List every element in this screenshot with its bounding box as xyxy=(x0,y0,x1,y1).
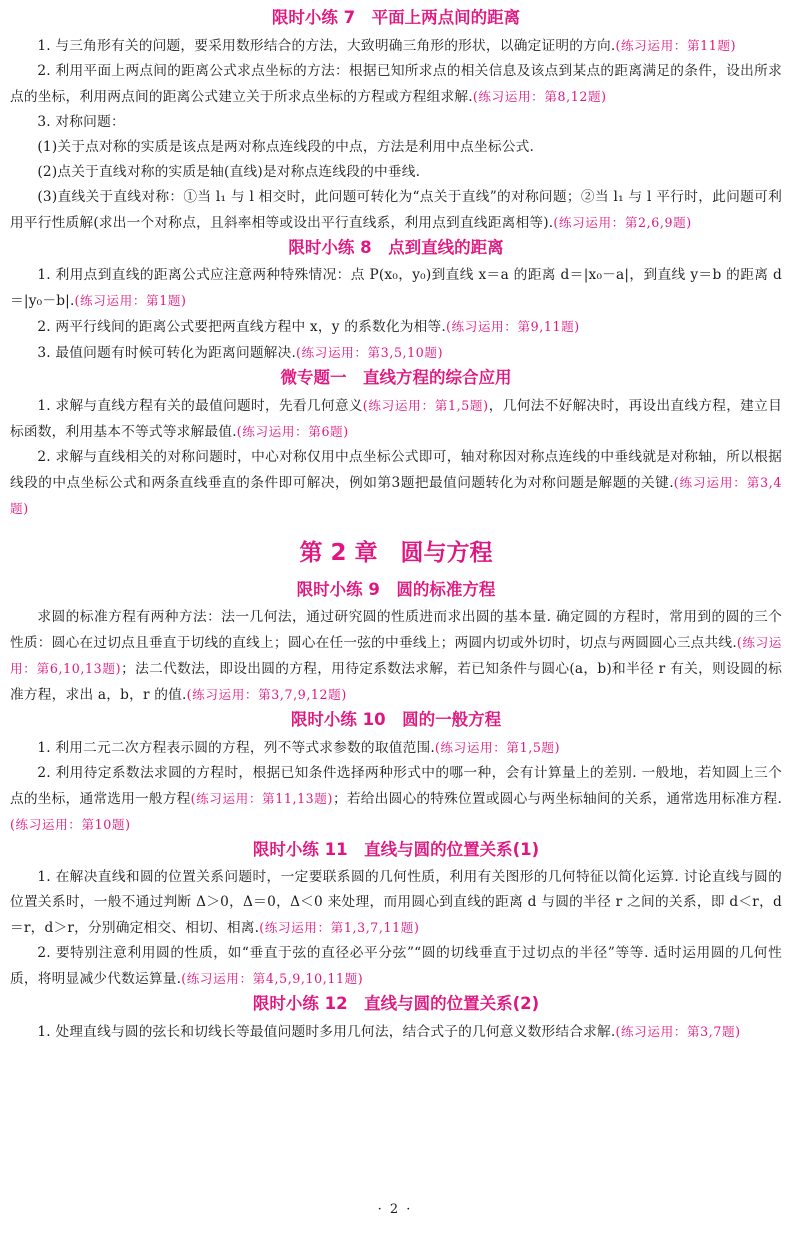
paragraph-text: 1. 处理直线与圆的弦长和切线长等最值问题时多用几何法，结合式子的几何意义数形结合求解. xyxy=(37,1024,616,1040)
paragraph-text: (2)点关于直线对称的实质是轴(直线)是对称点连线段的中垂线. xyxy=(37,164,421,180)
paragraph xyxy=(10,135,782,160)
paragraph-text: 2. 求解与直线相关的对称问题时，中心对称仅用中点坐标公式即可，轴对称因对称点连线的中垂线就是对称轴，所以根据线段的中点坐标公式和两条直线垂直的条件即可解决，例如第3题把最值问题转化为对称问题是解题的关键. xyxy=(10,449,782,491)
section-title: 限时小练 9 圆的标准方程 xyxy=(296,580,496,599)
section-title: 限时小练 10 圆的一般方程 xyxy=(290,710,502,729)
paragraph-text: 2. 两平行线间的距离公式要把两直线方程中 x，y 的系数化为相等. xyxy=(37,319,446,335)
paragraph-text: (1)关于点对称的实质是该点是两对称点连线段的中点，方法是利用中点坐标公式. xyxy=(37,139,535,155)
exercise-reference: (练习运用：第9,11题) xyxy=(445,319,580,334)
paragraph-text: 1. 在解决直线和圆的位置关系问题时，一定要联系圆的几何性质，利用有关图形的几何特征以简化运算. 讨论直线与圆的位置关系时，一般不通过判断 Δ＞0，Δ＝0，Δ＜0 来处理，而用圆心到直线的距离 d 与圆的半径 r 之间的关系，即 d＜r，d＝r，d＞r，分别确定相交、相切、相离. xyxy=(10,869,782,936)
paragraph xyxy=(10,185,782,236)
paragraph-text: 2. 利用平面上两点间的距离公式求点坐标的方法：根据已知所求点的相关信息及该点到某点的距离满足的条件，设出所求点的坐标，利用两点间的距离公式建立关于所求点坐标的方程或方程组求解. xyxy=(10,63,782,105)
paragraph xyxy=(10,314,782,340)
exercise-reference: (练习运用：第4,5,9,10,11题) xyxy=(181,971,364,986)
paragraph xyxy=(10,160,782,185)
paragraph-text: 3. 对称问题： xyxy=(37,114,125,130)
paragraph-text: ；若给出圆心的特殊位置或圆心与两坐标轴间的关系，通常选用标准方程. xyxy=(333,791,782,807)
exercise-reference: (练习运用：第6,10,13题) xyxy=(10,635,782,676)
paragraph xyxy=(10,1019,782,1045)
exercise-reference: (练习运用：第1,3,7,11题) xyxy=(259,920,420,935)
section-title: 限时小练 7 平面上两点间的距离 xyxy=(271,8,521,27)
exercise-reference: (练习运用：第11题) xyxy=(615,38,737,53)
exercise-reference: (练习运用：第10题) xyxy=(10,817,131,832)
paragraph-text: ，几何法不好解决时，再设出直线方程，建立目标函数，利用基本不等式等求解最值. xyxy=(10,398,783,440)
paragraph-text: 求圆的标准方程有两种方法：法一几何法，通过研究圆的性质进而求出圆的基本量. 确定圆的方程时，常用到的圆的三个性质：圆心在过切点且垂直于切线的直线上；圆心在任一弦的中垂线上；两圆内切或外切时，切点与两圆圆心三点共线. xyxy=(10,609,782,651)
paragraph-text: 2. 要特别注意利用圆的性质，如“垂直于弦的直径必平分弦”“圆的切线垂直于过切点的半径”等等. 适时运用圆的几何性质，将明显减少代数运算量. xyxy=(10,945,782,987)
paragraph xyxy=(10,445,782,522)
paragraph xyxy=(10,761,782,838)
paragraph-text: 1. 与三角形有关的问题，要采用数形结合的方法，大致明确三角形的形状，以确定证明的方向. xyxy=(37,38,616,54)
exercise-reference: (练习运用：第6题) xyxy=(236,424,349,439)
section-title: 限时小练 12 直线与圆的位置关系(2) xyxy=(252,994,540,1013)
paragraph-text: 1. 利用二元二次方程表示圆的方程，列不等式求参数的取值范围. xyxy=(37,740,435,756)
exercise-reference: (练习运用：第3,5,10题) xyxy=(296,345,444,360)
section-title: 微专题一 直线方程的综合应用 xyxy=(280,368,512,387)
paragraph xyxy=(10,340,782,366)
chapter-title: 第 2 章 圆与方程 xyxy=(299,540,493,566)
paragraph-text: ；法二代数法，即设出圆的方程，用待定系数法求解，若已知条件与圆心(a，b)和半径 r 有关，则设圆的标准方程，求出 a，b，r 的值. xyxy=(10,661,782,703)
exercise-reference: (练习运用：第2,6,9题) xyxy=(553,215,692,230)
paragraph xyxy=(10,263,782,314)
paragraph xyxy=(10,59,782,110)
paragraph-text: (3)直线关于直线对称：①当 l₁ 与 l 相交时，此问题可转化为“点关于直线”的对称问题；②当 l₁ 与 l 平行时，此问题可利用平行性质解(求出一个对称点，且斜率相等或设出平行直线系，利用点到直线距离相等). xyxy=(10,189,782,231)
page-number: · 2 · xyxy=(377,1202,413,1217)
exercise-reference: (练习运用：第3,4题) xyxy=(10,475,782,516)
paragraph xyxy=(10,110,782,135)
paragraph xyxy=(10,33,782,59)
exercise-reference: (练习运用：第1,5题) xyxy=(434,740,561,755)
paragraph-text: 2. 利用待定系数法求圆的方程时，根据已知条件选择两种形式中的哪一种，会有计算量上的差别. 一般地，若知圆上三个点的坐标，通常选用一般方程 xyxy=(10,765,782,807)
paragraph-text: 3. 最值问题有时候可转化为距离问题解决. xyxy=(37,345,297,361)
exercise-reference: (练习运用：第1,5题) xyxy=(362,398,489,413)
content xyxy=(10,6,782,1045)
paragraph xyxy=(10,605,782,708)
paragraph xyxy=(10,865,782,941)
exercise-reference: (练习运用：第1题) xyxy=(74,293,187,308)
exercise-reference: (练习运用：第11,13题) xyxy=(190,791,334,806)
paragraph-text: 1. 利用点到直线的距离公式应注意两种特殊情况：点 P(x₀，y₀)到直线 x＝a 的距离 d＝|x₀－a|，到直线 y＝b 的距离 d＝|y₀－b|. xyxy=(10,267,782,309)
exercise-reference: (练习运用：第3,7,9,12题) xyxy=(186,687,347,702)
paragraph xyxy=(10,735,782,761)
paragraph-text: 1. 求解与直线方程有关的最值问题时，先看几何意义 xyxy=(37,398,363,414)
paragraph xyxy=(10,393,782,445)
exercise-reference: (练习运用：第8,12题) xyxy=(472,89,607,104)
section-title: 限时小练 8 点到直线的距离 xyxy=(288,238,504,257)
paragraph xyxy=(10,941,782,992)
exercise-reference: (练习运用：第3,7题) xyxy=(615,1024,741,1039)
section-title: 限时小练 11 直线与圆的位置关系(1) xyxy=(252,840,540,859)
